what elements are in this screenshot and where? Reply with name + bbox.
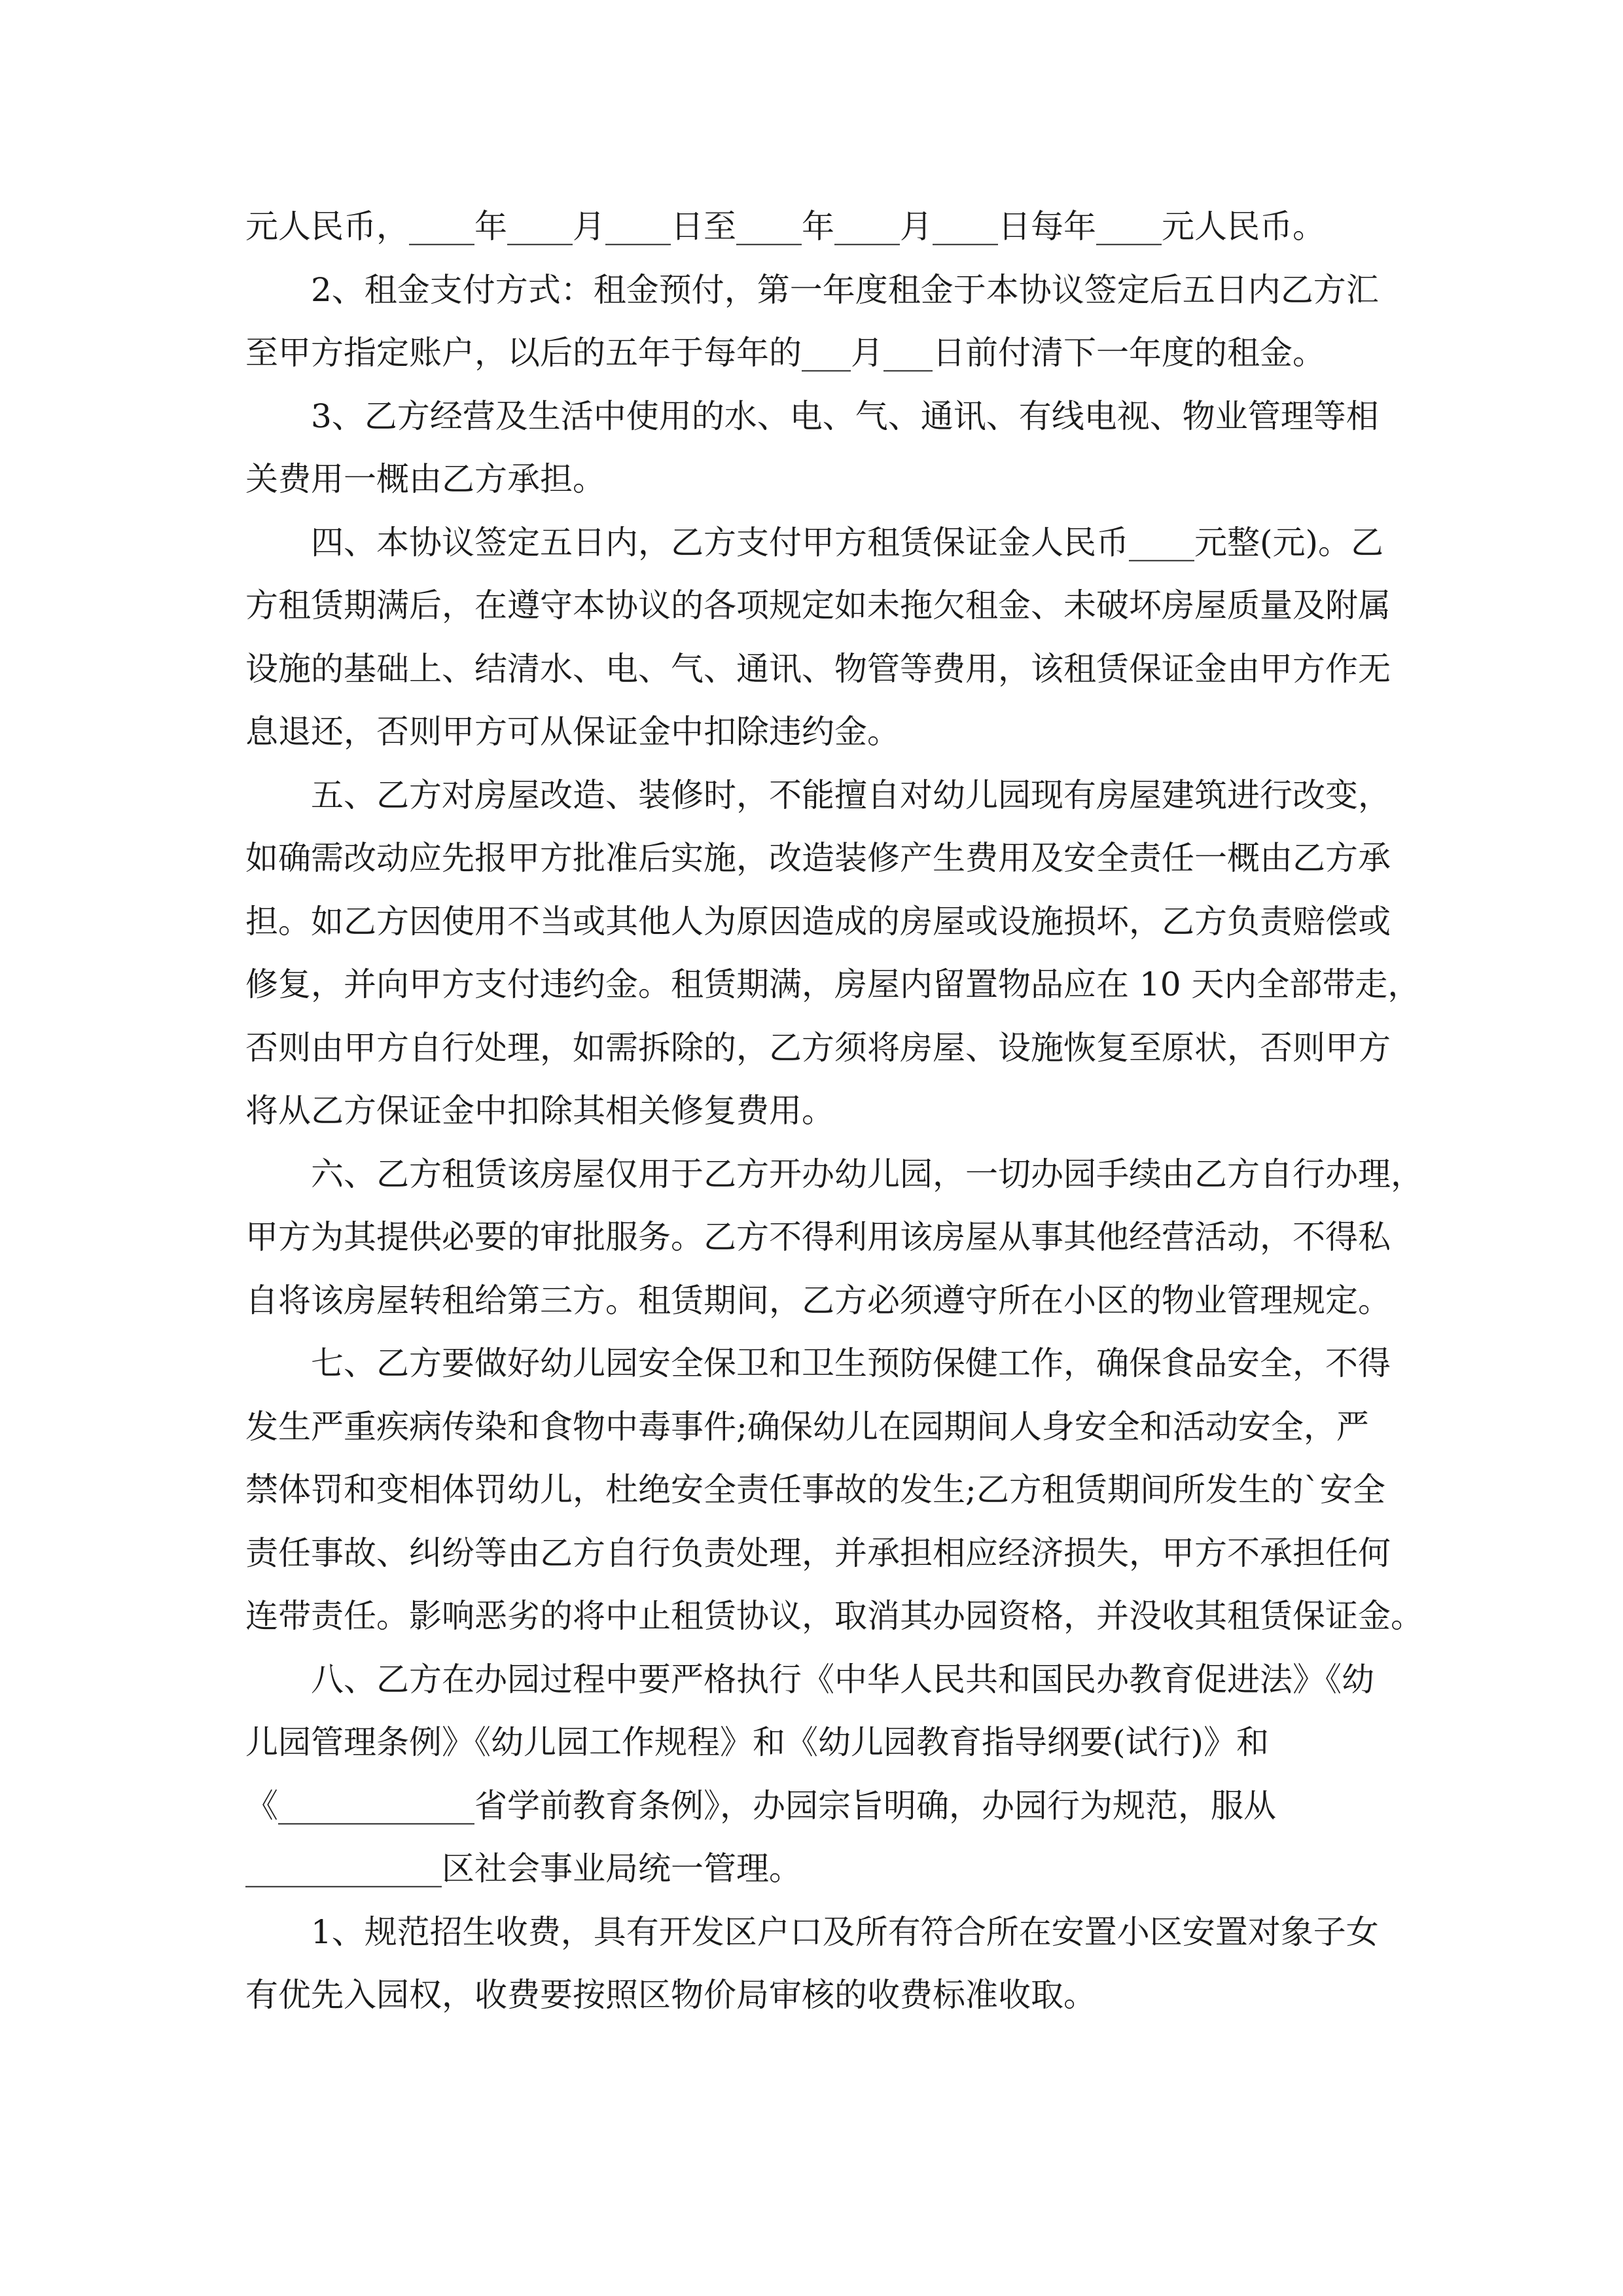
text-line: 设施的基础上、结清水、电、气、通讯、物管等费用，该租赁保证金由甲方作无 [245,649,1391,688]
paragraph-renovation [245,764,1421,1143]
text-line: 七、乙方要做好幼儿园安全保卫和卫生预防保健工作，确保食品安全，不得 [311,1344,1391,1382]
text-line: 修复，并向甲方支付违约金。租赁期满，房屋内留置物品应在 10 天内全部带走， [245,965,1421,1003]
text-line: 3、乙方经营及生活中使用的水、电、气、通讯、有线电视、物业管理等相 [311,397,1379,435]
text-line: 儿园管理条例》《幼儿园工作规程》和《幼儿园教育指导纲要(试行)》和 [245,1723,1270,1761]
text-line: ____________区社会事业局统一管理。 [245,1850,802,1888]
text-line: 《____________省学前教育条例》，办园宗旨明确，办园行为规范，服从 [245,1786,1276,1825]
text-line: 八、乙方在办园过程中要严格执行《中华人民共和国民办教育促进法》《幼 [311,1660,1374,1698]
paragraph-utility-fees [245,385,1392,511]
paragraph-safety [245,1332,1423,1648]
paragraph-payment-method [245,259,1392,385]
text-line: 2、租金支付方式：租金预付，第一年度租金于本协议签定后五日内乙方汇 [311,270,1379,309]
text-line: 有优先入园权，收费要按照区物价局审核的收费标准收取。 [245,1976,1096,2014]
text-line: 方租赁期满后，在遵守本协议的各项规定如未拖欠租金、未破坏房屋质量及附属 [245,586,1391,624]
text-line: 元人民币，____年____月____日至____年____月____日每年____元人民币。 [245,207,1325,245]
document-body [245,195,1423,2027]
text-line: 六、乙方租赁该房屋仅用于乙方开办幼儿园，一切办园手续由乙方自行办理， [311,1155,1423,1193]
text-line: 如确需改动应先报甲方批准后实施，改造装修产生费用及安全责任一概由乙方承 [245,839,1391,877]
paragraph-enrollment [245,1901,1392,2027]
text-line: 将从乙方保证金中扣除其相关修复费用。 [245,1092,834,1130]
paragraph-rent-amount [245,195,1392,259]
text-line: 担。如乙方因使用不当或其他人为原因造成的房屋或设施损坏，乙方负责赔偿或 [245,902,1391,941]
text-line: 至甲方指定账户，以后的五年于每年的___月___日前付清下一年度的租金。 [245,334,1325,372]
text-line: 自将该房屋转租给第三方。租赁期间，乙方必须遵守所在小区的物业管理规定。 [245,1281,1391,1319]
paragraph-deposit [245,511,1392,764]
text-line: 关费用一概由乙方承担。 [245,460,605,498]
text-line: 四、本协议签定五日内，乙方支付甲方租赁保证金人民币____元整(元)。乙 [311,523,1384,562]
text-line: 责任事故、纠纷等由乙方自行负责处理，并承担相应经济损失，甲方不承担任何 [245,1534,1391,1572]
text-line: 禁体罚和变相体罚幼儿，杜绝安全责任事故的发生;乙方租赁期间所发生的`安全 [245,1471,1385,1509]
paragraph-usage [245,1143,1423,1333]
text-line: 连带责任。影响恶劣的将中止租赁协议，取消其办园资格，并没收其租赁保证金。 [245,1597,1423,1635]
text-line: 发生严重疾病传染和食物中毒事件;确保幼儿在园期间人身安全和活动安全，严 [245,1407,1369,1446]
text-line: 五、乙方对房屋改造、装修时，不能擅自对幼儿园现有房屋建筑进行改变， [311,776,1391,814]
text-line: 否则由甲方自行处理，如需拆除的，乙方须将房屋、设施恢复至原状，否则甲方 [245,1028,1391,1067]
paragraph-regulations [245,1648,1392,1901]
text-line: 息退还，否则甲方可从保证金中扣除违约金。 [245,713,900,751]
text-line: 甲方为其提供必要的审批服务。乙方不得利用该房屋从事其他经营活动，不得私 [245,1218,1391,1256]
text-line: 1、规范招生收费，具有开发区户口及所有符合所在安置小区安置对象子女 [311,1912,1379,1951]
